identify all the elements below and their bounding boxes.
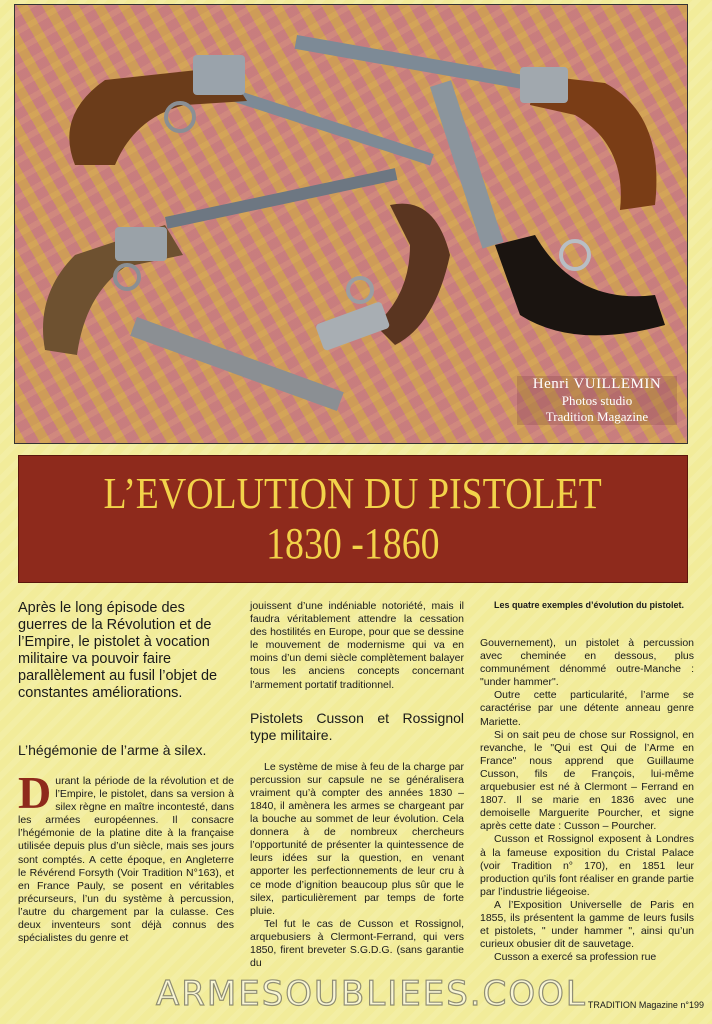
paragraph: Tel fut le cas de Cusson et Rossignol, arquebusiers à Clermont-Ferrand, qui vers 1850, firent breveter S.G.D.G. (sans garantie du [250, 917, 464, 970]
title-line-2: 1830 -1860 [266, 519, 440, 568]
drop-cap: D [18, 767, 52, 818]
section-heading-cusson: Pistolets Cusson et Rossignol type militaire. [250, 709, 464, 743]
paragraph: Si on sait peu de chose sur Rossignol, en revanche, le "Qui est Qui de l’Arme en France" nous apprend que Guillaume Cusson, fils de François, lui-même arquebusier est né à Clermont – Ferrand en 1807. Il se marie en 1836 avec une demoiselle Marguerite Pourcher, et signe après cette date : Cusson – Pourcher. [480, 728, 694, 833]
paragraph: Outre cette particularité, l’arme se caractérise par une détente anneau genre Mariette. [480, 689, 694, 728]
article-body-1 [18, 767, 234, 945]
column-1 [18, 600, 234, 945]
paragraph: Le système de mise à feu de la charge par percussion sur capsule ne se généralisera vraiment qu’à compter des années 1830 – 1840, il amènera les armes se chargeant par la bouche au sommet de leur évolution. Cela donnera à de nombreux chercheurs l’opportunité de présenter la quintessence de leurs idées sur la question, en venant apporter les perfectionnements de leur cru à ce mode d’ignition beaucoup plus sûr que le silex, particulièrement par temps de forte pluie. [250, 760, 464, 917]
paragraph: jouissent d’une indéniable notoriété, mais il faudra véritablement attendre la cessation des hostilités en Europe, pour que se dessine le mouvement de modernisme qui va en moins d’un demi siècle complètement balayer tous les anciens concepts concernant l’armement portatif traditionnel. [250, 600, 464, 691]
title-banner [18, 455, 688, 583]
pistol-top-left [69, 55, 433, 165]
title-line-1: L’EVOLUTION DU PISTOLET [103, 469, 603, 518]
credit-line-1: Photos studio [561, 393, 633, 408]
paragraph: Cusson a exercé sa profession rue [494, 951, 657, 964]
pistols-photo [14, 4, 688, 444]
article-body-2 [250, 761, 464, 971]
intro-paragraph: Après le long épisode des guerres de la Révolution et de l’Empire, le pistolet à vocation militaire va pouvoir faire parallèlement au fusil l’objet de constantes améliorations. [18, 600, 218, 701]
site-watermark: ARMESOUBLIEES.COOL [156, 974, 587, 1014]
pistol-bottom-center [130, 204, 450, 411]
column-3 [480, 637, 694, 964]
column-2 [250, 600, 464, 970]
credit-name: Henri VUILLEMIN [532, 376, 662, 392]
paragraph: Gouvernement), un pistolet à percussion avec cheminée en dessous, plus communément dénommé outre-Manche : "under hammer". [480, 637, 694, 689]
magazine-footer: TRADITION Magazine n°199 [587, 1000, 704, 1010]
paragraph: Cusson et Rossignol exposent à Londres à la fameuse exposition du Cristal Palace (voir Tradition n° 170), en 1851 leur production qu’ils font réaliser en grande partie par l’industrie liégeoise. [480, 833, 694, 898]
paragraph: A l’Exposition Universelle de Paris en 1855, ils présentent la gamme de leurs fusils et pistolets, " under hammer ", ainsi qu’un curieux obusier dit de sauvetage. [480, 898, 694, 951]
photo-credit [517, 376, 677, 425]
photo-caption: Les quatre exemples d’évolution du pistolet. [494, 600, 685, 610]
paragraph: urant la période de la révolution et de l’Empire, le pistolet, dans sa version à silex règne en maître incontesté, dans les armées européennes. Il consacre l’hégémonie de la platine dite à la française utilisée depuis plus d’un siècle, mais ses jours sont comptés. A cette époque, en Angleterre le Révérend Forsyth (Voir Tradition N°163), et en France Pauly, se posent en véritables précurseurs, l’un du système à percussion, l’autre du chargement par la culasse. Ces deux inventeurs sont déjà connus des spécialistes du genre et [18, 775, 234, 945]
credit-line-2: Tradition Magazine [545, 409, 649, 424]
section-heading-silex: L’hégémonie de l’arme à silex. [18, 742, 207, 758]
